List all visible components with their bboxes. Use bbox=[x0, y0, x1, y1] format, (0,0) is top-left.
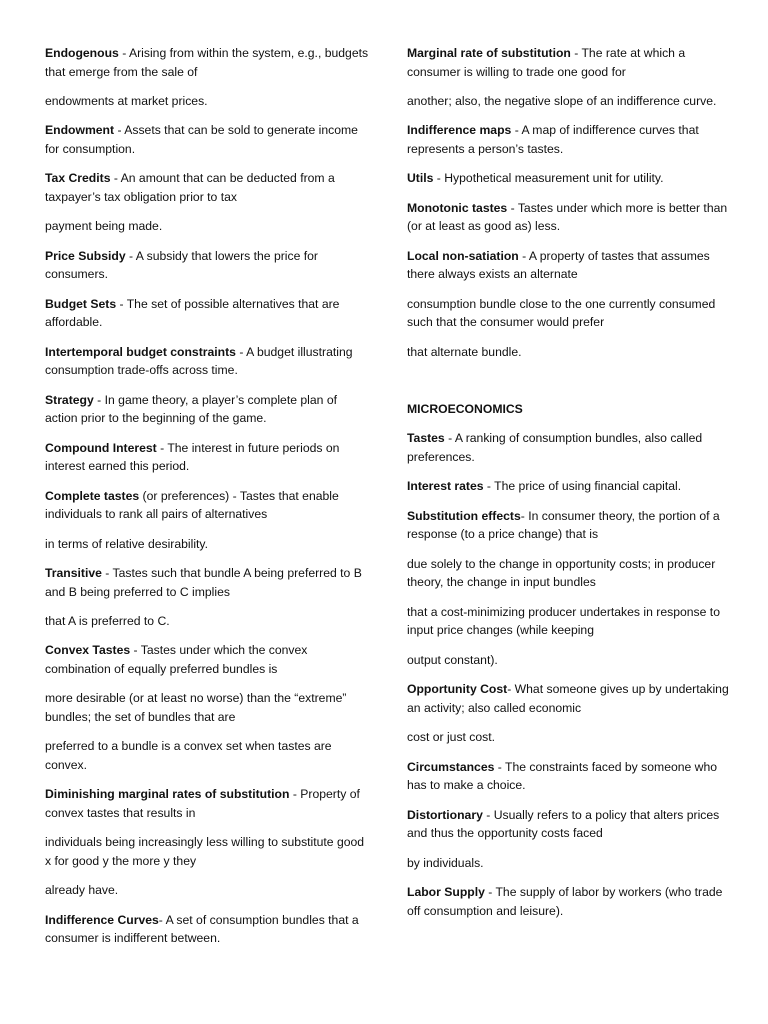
glossary-entry bbox=[45, 295, 370, 332]
section-heading: MICROECONOMICS bbox=[407, 402, 523, 417]
glossary-definition: payment being made. bbox=[45, 219, 163, 234]
glossary-entry bbox=[45, 44, 370, 81]
glossary-definition: - A budget illustrating consumption trade-offs across time. bbox=[45, 344, 353, 378]
glossary-term: Diminishing marginal rates of substitution bbox=[45, 787, 290, 802]
glossary-term: Local non-satiation bbox=[407, 248, 519, 263]
glossary-definition: that A is preferred to C. bbox=[45, 614, 170, 629]
glossary-entry bbox=[45, 833, 370, 870]
glossary-definition: (or preferences) - Tastes that enable individuals to rank all pairs of alternatives bbox=[45, 488, 339, 522]
glossary-definition: - The rate at which a consumer is willing to trade one good for bbox=[407, 46, 686, 79]
glossary-term: Tastes bbox=[407, 431, 445, 446]
glossary-entry bbox=[407, 883, 737, 920]
glossary-definition: - A ranking of consumption bundles, also called preferences. bbox=[407, 431, 703, 465]
glossary-definition: another; also, the negative slope of an indifference curve. bbox=[407, 93, 717, 108]
glossary-entry bbox=[45, 911, 370, 948]
left-column bbox=[45, 44, 370, 959]
glossary-term: Budget Sets bbox=[45, 296, 117, 311]
glossary-definition: - The constraints faced by someone who has to make a choice. bbox=[407, 759, 718, 793]
glossary-definition: cost or just cost. bbox=[407, 730, 496, 745]
glossary-term: Circumstances bbox=[407, 759, 495, 774]
glossary-definition: - A subsidy that lowers the price for consumers. bbox=[45, 248, 318, 282]
glossary-entry bbox=[45, 612, 370, 631]
glossary-entry bbox=[45, 391, 370, 428]
glossary-definition: - Assets that can be sold to generate income for consumption. bbox=[45, 123, 358, 156]
glossary-definition: - An amount that can be deducted from a taxpayer’s tax obligation prior to tax bbox=[45, 171, 335, 204]
glossary-entry bbox=[407, 603, 737, 640]
glossary-entry bbox=[407, 429, 737, 466]
glossary-entry bbox=[407, 555, 737, 592]
glossary-entry bbox=[45, 169, 370, 206]
glossary-definition: due solely to the change in opportunity costs; in producer theory, the change in input bundles bbox=[407, 556, 716, 590]
glossary-definition: - The price of using financial capital. bbox=[483, 479, 682, 494]
glossary-entry bbox=[407, 247, 737, 284]
glossary-term: Indifference maps bbox=[407, 123, 512, 138]
glossary-entry bbox=[407, 728, 737, 747]
glossary-definition: - In game theory, a player’s complete plan of action prior to the beginning of the game. bbox=[45, 392, 337, 426]
glossary-definition: more desirable (or at least no worse) than the “extreme” bundles; the set of bundles that are bbox=[45, 691, 347, 724]
glossary-entry bbox=[407, 199, 737, 236]
glossary-term: Substitution effects bbox=[407, 508, 521, 523]
glossary-term: Strategy bbox=[45, 392, 94, 407]
glossary-term: Interest rates bbox=[407, 479, 484, 494]
glossary-entry bbox=[407, 477, 737, 496]
glossary-entry bbox=[407, 169, 737, 188]
glossary-definition: that a cost-minimizing producer undertakes in response to input price changes (while keeping bbox=[407, 604, 720, 638]
glossary-term: Convex Tastes bbox=[45, 643, 131, 658]
glossary-term: Intertemporal budget constraints bbox=[45, 344, 236, 359]
section-spacer bbox=[407, 372, 737, 400]
glossary-term: Transitive bbox=[45, 566, 102, 581]
glossary-definition: individuals being increasingly less willing to substitute good x for good y the more y they bbox=[45, 835, 365, 868]
glossary-definition: endowments at market prices. bbox=[45, 93, 208, 108]
glossary-definition: - Property of convex tastes that results in bbox=[45, 787, 360, 820]
glossary-term: Complete tastes bbox=[45, 488, 140, 503]
glossary-entry bbox=[45, 247, 370, 284]
glossary-entry bbox=[45, 785, 370, 822]
glossary-entry bbox=[45, 737, 370, 774]
glossary-entry bbox=[45, 641, 370, 678]
glossary-term: Utils bbox=[407, 171, 434, 186]
glossary-definition: - Usually refers to a policy that alters prices and thus the opportunity costs faced bbox=[407, 807, 720, 841]
glossary-entry bbox=[45, 689, 370, 726]
glossary-term: Marginal rate of substitution bbox=[407, 46, 571, 60]
glossary-entry bbox=[407, 758, 737, 795]
glossary-definition: - In consumer theory, the portion of a response (to a price change) that is bbox=[407, 508, 720, 542]
glossary-entry bbox=[45, 121, 370, 158]
right-column bbox=[407, 44, 737, 931]
glossary-entry bbox=[45, 881, 370, 900]
glossary-term: Compound Interest bbox=[45, 440, 157, 455]
glossary-definition: consumption bundle close to the one currently consumed such that the consumer would prefer bbox=[407, 296, 716, 330]
glossary-definition: - A set of consumption bundles that a consumer is indifferent between. bbox=[45, 912, 359, 946]
glossary-definition: - Tastes under which the convex combination of equally preferred bundles is bbox=[45, 643, 308, 676]
glossary-entry bbox=[45, 343, 370, 380]
glossary-term: Tax Credits bbox=[45, 171, 111, 186]
glossary-entry bbox=[45, 564, 370, 601]
glossary-term: Indifference Curves bbox=[45, 912, 159, 927]
glossary-definition: that alternate bundle. bbox=[407, 344, 522, 359]
glossary-term: Endogenous bbox=[45, 46, 119, 60]
glossary-definition: - The set of possible alternatives that are affordable. bbox=[45, 296, 340, 330]
glossary-term: Opportunity Cost bbox=[407, 682, 508, 697]
glossary-definition: - Tastes under which more is better than (or at least as good as) less. bbox=[407, 200, 728, 234]
glossary-definition: by individuals. bbox=[407, 855, 484, 870]
glossary-term: Endowment bbox=[45, 123, 115, 138]
glossary-term: Price Subsidy bbox=[45, 248, 126, 263]
glossary-entry bbox=[407, 92, 737, 111]
glossary-term: Distortionary bbox=[407, 807, 483, 822]
glossary-definition: in terms of relative desirability. bbox=[45, 536, 209, 551]
glossary-definition: - Tastes such that bundle A being preferred to B and B being preferred to C implies bbox=[45, 566, 362, 599]
glossary-definition: - Hypothetical measurement unit for utility. bbox=[433, 171, 664, 186]
glossary-definition: - A property of tastes that assumes there always exists an alternate bbox=[407, 248, 710, 282]
glossary-definition: - The interest in future periods on interest earned this period. bbox=[45, 440, 340, 474]
glossary-definition: output constant). bbox=[407, 652, 498, 667]
glossary-definition: - A map of indifference curves that represents a person’s tastes. bbox=[407, 123, 699, 156]
glossary-entry bbox=[407, 121, 737, 158]
glossary-entry bbox=[407, 343, 737, 362]
glossary-definition: preferred to a bundle is a convex set when tastes are convex. bbox=[45, 739, 332, 772]
glossary-entry bbox=[407, 806, 737, 843]
glossary-term: Monotonic tastes bbox=[407, 200, 508, 215]
glossary-entry bbox=[407, 854, 737, 873]
glossary-entry bbox=[45, 439, 370, 476]
glossary-entry bbox=[407, 44, 737, 81]
glossary-entry bbox=[45, 217, 370, 236]
glossary-definition: - The supply of labor by workers (who trade off consumption and leisure). bbox=[407, 884, 723, 918]
glossary-entry bbox=[407, 651, 737, 670]
glossary-entry bbox=[45, 92, 370, 111]
glossary-term: Labor Supply bbox=[407, 884, 485, 899]
glossary-entry bbox=[45, 535, 370, 554]
glossary-entry bbox=[407, 507, 737, 544]
glossary-definition: - Arising from within the system, e.g., budgets that emerge from the sale of bbox=[45, 46, 369, 79]
glossary-entry bbox=[407, 295, 737, 332]
glossary-definition: already have. bbox=[45, 883, 119, 898]
glossary-definition: - What someone gives up by undertaking an activity; also called economic bbox=[407, 682, 729, 715]
glossary-entry bbox=[45, 487, 370, 524]
glossary-entry bbox=[407, 680, 737, 717]
